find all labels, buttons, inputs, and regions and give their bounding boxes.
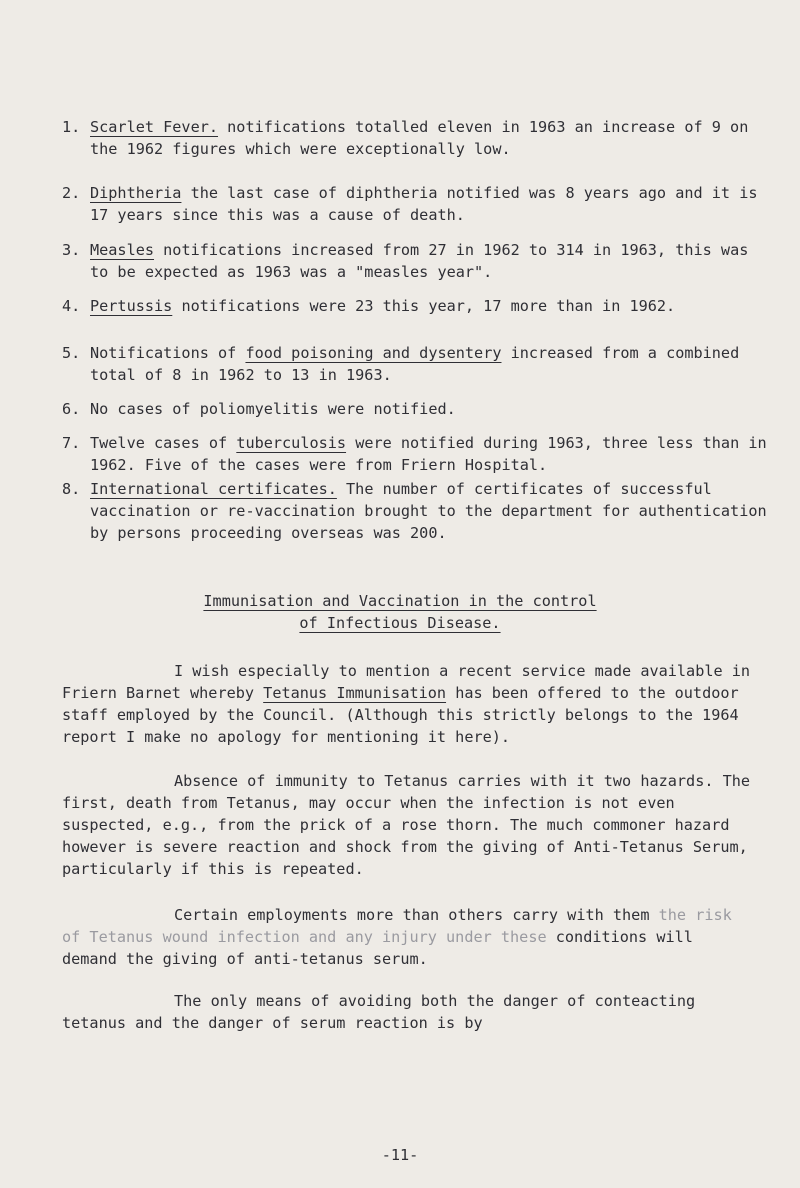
- item-number: 8.: [62, 480, 81, 498]
- paragraph: [62, 770, 752, 880]
- item-title: Pertussis: [90, 297, 173, 315]
- item-number: 1.: [62, 118, 81, 136]
- item-title: Scarlet Fever.: [90, 118, 219, 136]
- item-text: notifications were 23 this year, 17 more than in 1962.: [172, 297, 676, 315]
- paragraph-text: has been offered to the outdoor staff employed by the Council. (Although this strictly belongs to the 1964 report I make no apology for mentioning it here).: [62, 684, 739, 746]
- list-item: [62, 295, 772, 317]
- paragraph-text: Absence of immunity to Tetanus carries with it two hazards. The first, death from Tetanus, may occur when the infection is not even suspected, e.g., from the prick of a rose thorn. The much commoner hazard however is severe reaction and shock from the giving of Anti-Tetanus Serum, particularly if this is repeated.: [62, 772, 751, 878]
- item-text: The number of certificates of successful vaccination or re-vaccination brought to the department for authentication by persons proceeding overseas was 200.: [90, 480, 767, 542]
- item-number: 4.: [62, 297, 81, 315]
- item-number: 6.: [62, 400, 81, 418]
- paragraph: [62, 990, 752, 1034]
- page-number: -11-: [381, 1146, 419, 1164]
- item-title: food poisoning and dysentery: [245, 344, 502, 362]
- item-text: the last case of diphtheria notified was 8 years ago and it is 17 years since this was a cause of death.: [90, 184, 758, 224]
- paragraph-text: I wish especially to mention a recent service made available in Friern Barnet whereby: [62, 662, 751, 702]
- paragraph-text: Certain employments more than others carry with them: [174, 906, 659, 924]
- item-text: notifications totalled eleven in 1963 an increase of 9 on the 1962 figures which were exceptionally low.: [90, 118, 749, 158]
- item-number: 7.: [62, 434, 81, 452]
- list-item: [62, 398, 772, 420]
- paragraph: [62, 660, 752, 748]
- item-text: notifications increased from 27 in 1962 to 314 in 1963, this was to be expected as 1963 was a "measles year".: [90, 241, 749, 281]
- paragraph-emphasis: Tetanus Immunisation: [263, 684, 447, 702]
- list-item: [62, 432, 772, 476]
- item-text: were notified during 1963, three less than in 1962. Five of the cases were from Friern Hospital.: [90, 434, 767, 474]
- paragraph-text: The only means of avoiding both the danger of conteacting tetanus and the danger of serum reaction is by: [62, 992, 696, 1032]
- paragraph-text: conditions will demand the giving of anti-tetanus serum.: [62, 928, 693, 968]
- faded-text: the risk of Tetanus wound infection and any injury under these: [62, 906, 732, 946]
- item-number: 2.: [62, 184, 81, 202]
- list-item: [62, 239, 772, 283]
- item-title: tuberculosis: [236, 434, 347, 452]
- list-item: [62, 478, 772, 544]
- item-title: Diphtheria: [90, 184, 182, 202]
- item-title: International certificates.: [90, 480, 337, 498]
- list-item: [62, 342, 772, 386]
- heading-line-2: of Infectious Disease.: [299, 614, 501, 632]
- item-text: No cases of poliomyelitis were notified.: [90, 400, 456, 418]
- item-text: increased from a combined total of 8 in 1962 to 13 in 1963.: [90, 344, 740, 384]
- item-number: 5.: [62, 344, 81, 362]
- item-pre: Notifications of: [90, 344, 246, 362]
- section-heading: [0, 590, 800, 634]
- paragraph: [62, 904, 752, 970]
- list-item: [62, 182, 772, 226]
- item-number: 3.: [62, 241, 81, 259]
- item-pre: Twelve cases of: [90, 434, 237, 452]
- heading-line-1: Immunisation and Vaccination in the control: [203, 592, 597, 610]
- list-item: [62, 116, 772, 160]
- item-title: Measles: [90, 241, 155, 259]
